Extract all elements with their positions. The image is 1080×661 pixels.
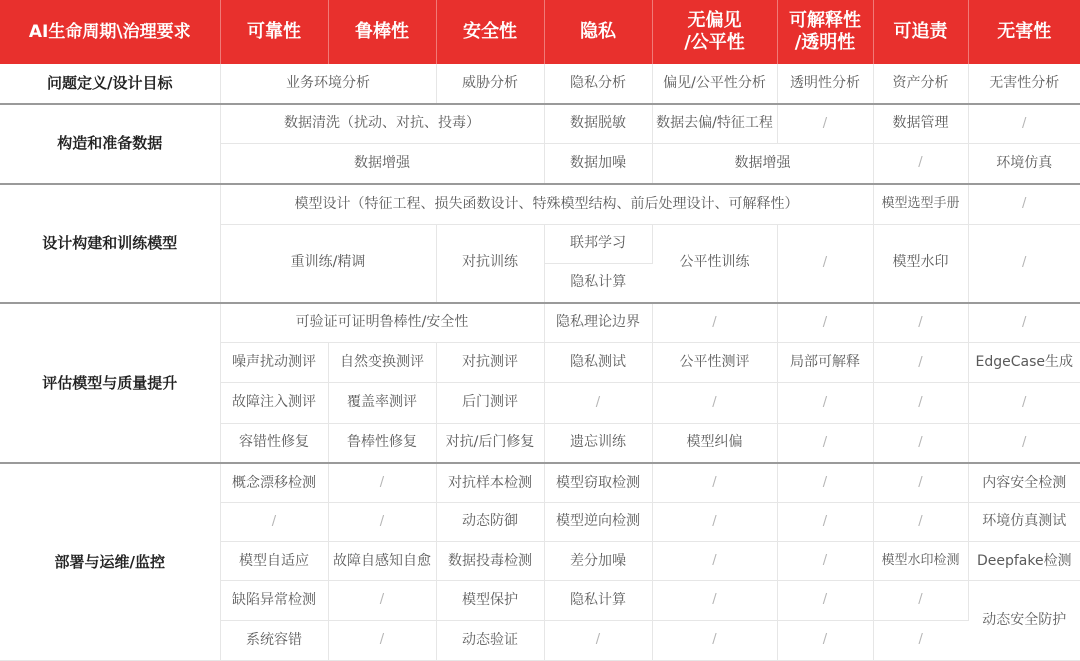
header-explainability [777, 0, 873, 64]
cell-privacy-analysis: 隐私分析 [544, 64, 652, 103]
cell-model-selection-manual: 模型选型手册 [873, 184, 968, 224]
cell-system-fault-tolerance: 系统容错 [220, 620, 328, 660]
header-reliability: 可靠性 [220, 0, 328, 64]
cell-empty: / [873, 620, 968, 660]
header-harmless: 无害性 [968, 0, 1080, 64]
cell-data-augment: 数据增强 [220, 144, 544, 184]
cell-empty: / [544, 620, 652, 660]
cell-empty: / [968, 224, 1080, 302]
cell-model-stealing-detect: 模型窃取检测 [544, 463, 652, 502]
header-row [0, 0, 1080, 64]
cell-empty: / [652, 303, 777, 343]
cell-empty: / [777, 503, 873, 542]
cell-empty: / [544, 383, 652, 423]
cell-backdoor-eval: 后门测评 [436, 383, 544, 423]
cell-dynamic-safety-protection: 动态安全防护 [968, 581, 1080, 661]
cell-fairness-training: 公平性训练 [652, 224, 777, 302]
cell-empty: / [652, 581, 777, 620]
cell-model-watermark: 模型水印 [873, 224, 968, 302]
cell-differential-noise: 差分加噪 [544, 542, 652, 581]
stage-deployment-monitoring: 部署与运维/监控 [0, 463, 220, 660]
cell-business-env-analysis: 业务环境分析 [220, 64, 436, 103]
cell-fault-self-heal: 故障自感知自愈 [328, 542, 436, 581]
header-robustness: 鲁棒性 [328, 0, 436, 64]
cell-empty: / [328, 463, 436, 502]
cell-privacy-test: 隐私测试 [544, 343, 652, 383]
cell-empty: / [652, 463, 777, 502]
cell-dynamic-defense: 动态防御 [436, 503, 544, 542]
header-fairness [652, 0, 777, 64]
cell-empty: / [328, 620, 436, 660]
cell-empty: / [873, 581, 968, 620]
cell-empty: / [873, 383, 968, 423]
header-fairness-line2: /公平性 [684, 32, 745, 54]
cell-env-simulation: 环境仿真 [968, 144, 1080, 184]
cell-robustness-repair: 鲁棒性修复 [328, 423, 436, 463]
cell-retrain-finetune: 重训练/精调 [220, 224, 436, 302]
cell-data-noise: 数据加噪 [544, 144, 652, 184]
cell-empty: / [777, 104, 873, 144]
cell-natural-transform-eval: 自然变换测评 [328, 343, 436, 383]
cell-data-desensitize: 数据脱敏 [544, 104, 652, 144]
cell-empty: / [968, 104, 1080, 144]
cell-threat-analysis: 威胁分析 [436, 64, 544, 103]
cell-adversarial-sample-detect: 对抗样本检测 [436, 463, 544, 502]
cell-model-inversion-detect: 模型逆向检测 [544, 503, 652, 542]
cell-privacy-bound: 隐私理论边界 [544, 303, 652, 343]
table-row [0, 303, 1080, 343]
cell-fault-tolerance-repair: 容错性修复 [220, 423, 328, 463]
cell-empty: / [777, 383, 873, 423]
cell-empty: / [777, 620, 873, 660]
cell-transparency-analysis: 透明性分析 [777, 64, 873, 103]
table-row [0, 463, 1080, 502]
cell-harmless-analysis: 无害性分析 [968, 64, 1080, 103]
cell-empty: / [777, 423, 873, 463]
cell-unlearning-training: 遗忘训练 [544, 423, 652, 463]
cell-data-management: 数据管理 [873, 104, 968, 144]
cell-model-protection: 模型保护 [436, 581, 544, 620]
cell-federated-learning: 联邦学习 [544, 224, 652, 263]
cell-asset-analysis: 资产分析 [873, 64, 968, 103]
cell-data-augment-2: 数据增强 [652, 144, 873, 184]
stage-problem-definition: 问题定义/设计目标 [0, 64, 220, 103]
cell-adv-backdoor-repair: 对抗/后门修复 [436, 423, 544, 463]
cell-privacy-computing-2: 隐私计算 [544, 581, 652, 620]
header-accountability: 可追责 [873, 0, 968, 64]
cell-adversarial-eval: 对抗测评 [436, 343, 544, 383]
cell-model-debias: 模型纠偏 [652, 423, 777, 463]
cell-coverage-eval: 覆盖率测评 [328, 383, 436, 423]
cell-empty: / [220, 503, 328, 542]
cell-empty: / [968, 303, 1080, 343]
cell-fairness-eval: 公平性测评 [652, 343, 777, 383]
stage-evaluation: 评估模型与质量提升 [0, 303, 220, 464]
cell-local-explain: 局部可解释 [777, 343, 873, 383]
table-row [0, 184, 1080, 224]
cell-empty: / [652, 503, 777, 542]
cell-empty: / [777, 224, 873, 302]
cell-bias-analysis: 偏见/公平性分析 [652, 64, 777, 103]
cell-empty: / [777, 542, 873, 581]
header-fairness-line1: 无偏见 [687, 9, 742, 31]
cell-empty: / [873, 423, 968, 463]
cell-empty: / [777, 581, 873, 620]
cell-empty: / [777, 463, 873, 502]
cell-empty: / [873, 303, 968, 343]
stage-data-preparation: 构造和准备数据 [0, 104, 220, 184]
header-explainability-line1: 可解释性 [789, 9, 861, 31]
cell-fault-injection-eval: 故障注入测评 [220, 383, 328, 423]
cell-data-poison-detect: 数据投毒检测 [436, 542, 544, 581]
cell-empty: / [652, 383, 777, 423]
cell-empty: / [328, 581, 436, 620]
cell-empty: / [873, 503, 968, 542]
table-row [0, 104, 1080, 144]
cell-model-self-adapt: 模型自适应 [220, 542, 328, 581]
cell-empty: / [652, 620, 777, 660]
cell-model-design: 模型设计（特征工程、损失函数设计、特殊模型结构、前后处理设计、可解释性） [220, 184, 873, 224]
cell-empty: / [873, 463, 968, 502]
cell-empty: / [968, 184, 1080, 224]
cell-empty: / [873, 144, 968, 184]
cell-verifiable-robustness: 可验证可证明鲁棒性/安全性 [220, 303, 544, 343]
cell-watermark-detect: 模型水印检测 [873, 542, 968, 581]
cell-empty: / [873, 343, 968, 383]
cell-empty: / [652, 542, 777, 581]
cell-defect-anomaly-detect: 缺陷异常检测 [220, 581, 328, 620]
cell-env-simulation-test: 环境仿真测试 [968, 503, 1080, 542]
cell-content-safety-detect: 内容安全检测 [968, 463, 1080, 502]
cell-empty: / [968, 423, 1080, 463]
cell-concept-drift-detect: 概念漂移检测 [220, 463, 328, 502]
cell-privacy-computing: 隐私计算 [544, 263, 652, 302]
cell-data-cleaning: 数据清洗（扰动、对抗、投毒） [220, 104, 544, 144]
cell-data-debias: 数据去偏/特征工程 [652, 104, 777, 144]
cell-empty: / [968, 383, 1080, 423]
header-privacy: 隐私 [544, 0, 652, 64]
cell-empty: / [328, 503, 436, 542]
header-explainability-line2: /透明性 [794, 32, 856, 54]
cell-adversarial-training: 对抗训练 [436, 224, 544, 302]
header-lifecycle-governance: AI生命周期\治理要求 [0, 0, 220, 64]
cell-empty: / [777, 303, 873, 343]
table-row [0, 64, 1080, 103]
cell-deepfake-detect: Deepfake检测 [968, 542, 1080, 581]
stage-model-training: 设计构建和训练模型 [0, 184, 220, 303]
cell-dynamic-verification: 动态验证 [436, 620, 544, 660]
header-security: 安全性 [436, 0, 544, 64]
cell-edgecase-gen: EdgeCase生成 [968, 343, 1080, 383]
cell-noise-eval: 噪声扰动测评 [220, 343, 328, 383]
